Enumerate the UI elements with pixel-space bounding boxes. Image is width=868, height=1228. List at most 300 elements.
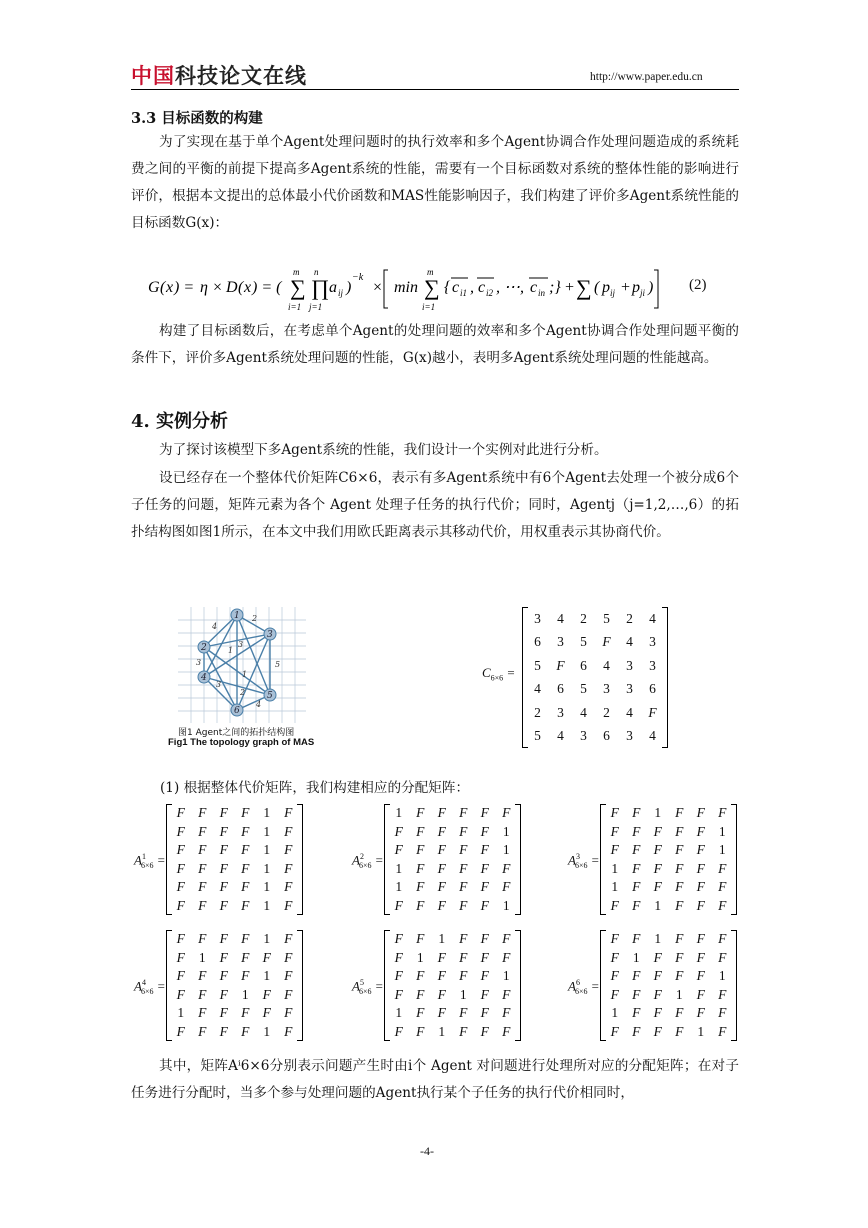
- matrix-cell: 3: [649, 634, 656, 650]
- matrix-cell: F: [437, 805, 446, 821]
- matrix-cell: 1: [632, 949, 640, 965]
- matrix-cell: 1: [416, 949, 424, 965]
- matrix-cell: F: [176, 823, 185, 839]
- matrix-cell: F: [219, 1005, 228, 1021]
- step-1-text: (1) 根据整体代价矩阵，我们构建相应的分配矩阵：: [160, 780, 470, 796]
- svg-text:m: m: [293, 268, 300, 277]
- matrix-cell: 2: [534, 704, 541, 720]
- svg-text:+: +: [620, 279, 631, 296]
- matrix-cell: F: [241, 897, 250, 913]
- matrix-cell: F: [648, 704, 657, 720]
- matrix-cell: 1: [177, 1005, 185, 1021]
- matrix-cell: F: [241, 823, 250, 839]
- matrix-left-bracket: [600, 804, 606, 915]
- matrix-cell: F: [675, 1005, 684, 1021]
- figure-topology-graph: [178, 607, 306, 723]
- matrix-cell: F: [198, 1005, 207, 1021]
- matrix-cell: F: [176, 1023, 185, 1039]
- svg-text:6: 6: [234, 706, 240, 716]
- matrix-cell: 3: [626, 657, 633, 673]
- matrix-cell: F: [416, 842, 425, 858]
- matrix-cell: F: [284, 860, 293, 876]
- matrix-cell: F: [459, 897, 468, 913]
- matrix-cell: 4: [649, 728, 656, 744]
- allocation-matrix-label: $A^1_{6\times 6}$ =: [134, 852, 166, 870]
- matrix-cell: F: [632, 860, 641, 876]
- matrix-cell: 4: [626, 704, 633, 720]
- svg-text:): ): [648, 279, 654, 296]
- matrix-cell: F: [416, 879, 425, 895]
- matrix-cell: F: [653, 823, 662, 839]
- paragraph-example-intro: 为了探讨该模型下多Agent系统的性能，我们设计一个实例对此进行分析。: [159, 442, 608, 458]
- matrix-cell: F: [459, 823, 468, 839]
- matrix-cell: F: [394, 968, 403, 984]
- matrix-cell: F: [198, 986, 207, 1002]
- matrix-cell: F: [480, 805, 489, 821]
- matrix-right-bracket: [731, 930, 737, 1041]
- matrix-cell: F: [696, 1005, 705, 1021]
- svg-text:a: a: [329, 279, 337, 296]
- matrix-cell: F: [675, 860, 684, 876]
- matrix-cell: F: [394, 823, 403, 839]
- matrix-cell: 6: [649, 681, 656, 697]
- svg-text:n: n: [314, 268, 319, 277]
- matrix-cell: F: [459, 931, 468, 947]
- matrix-cell: F: [176, 897, 185, 913]
- matrix-cell: 1: [502, 842, 510, 858]
- matrix-cell: 3: [557, 634, 564, 650]
- matrix-cell: F: [176, 931, 185, 947]
- matrix-cell: 2: [580, 610, 587, 626]
- paragraph-objective-summary: 构建了目标函数后，在考虑单个Agent的处理问题的效率和多个Agent协调合作处理问题平衡的条件下，评价多Agent系统处理问题的性能，G(x)越小，表明多Agent系统处理问题的性能越高。: [131, 323, 739, 366]
- matrix-cell: F: [416, 968, 425, 984]
- matrix-cell: F: [459, 842, 468, 858]
- svg-text:−k: −k: [352, 272, 364, 283]
- matrix-cell: F: [459, 879, 468, 895]
- matrix-cell: F: [198, 968, 207, 984]
- journal-logo: 中国科技论文在线: [131, 64, 307, 88]
- matrix-cell: F: [198, 805, 207, 821]
- matrix-cell: F: [198, 897, 207, 913]
- matrix-left-bracket: [384, 930, 390, 1041]
- matrix-cell: F: [284, 1005, 293, 1021]
- matrix-cell: F: [480, 1023, 489, 1039]
- matrix-cell: F: [416, 897, 425, 913]
- matrix-cell: F: [696, 949, 705, 965]
- svg-text:p: p: [602, 279, 610, 296]
- matrix-left-bracket: [166, 804, 172, 915]
- topology-graph-image: [178, 607, 306, 723]
- matrix-cell: F: [675, 842, 684, 858]
- matrix-cell: F: [437, 1005, 446, 1021]
- svg-text:i=1: i=1: [288, 302, 302, 312]
- matrix-cell: F: [502, 1005, 511, 1021]
- matrix-right-bracket: [297, 804, 303, 915]
- matrix-cell: 1: [611, 879, 619, 895]
- allocation-matrix-label: $A^2_{6\times 6}$ =: [352, 852, 384, 870]
- svg-text:G: G: [148, 279, 160, 296]
- matrix-cell: F: [416, 931, 425, 947]
- matrix-cell: F: [602, 634, 611, 650]
- svg-text:min: min: [394, 279, 418, 296]
- matrix-cell: F: [284, 968, 293, 984]
- svg-text:∏: ∏: [311, 275, 330, 300]
- matrix-cell: F: [632, 1023, 641, 1039]
- matrix-cell: 1: [395, 805, 403, 821]
- matrix-cell: F: [696, 931, 705, 947]
- matrix-cell: F: [176, 860, 185, 876]
- matrix-cell: 3: [626, 728, 633, 744]
- matrix-cell: F: [219, 805, 228, 821]
- matrix-cell: F: [632, 968, 641, 984]
- allocation-matrix-6: [604, 930, 733, 1041]
- matrix-cell: F: [219, 879, 228, 895]
- matrix-cell: 5: [534, 728, 541, 744]
- svg-text:(: (: [238, 279, 244, 296]
- matrix-cell: 1: [718, 823, 726, 839]
- matrix-cell: 4: [557, 728, 564, 744]
- matrix-left-bracket: [384, 804, 390, 915]
- matrix-cell: F: [241, 860, 250, 876]
- equation-2-graphic: [148, 268, 678, 314]
- matrix-cell: 5: [580, 634, 587, 650]
- svg-text:i1: i1: [460, 288, 468, 298]
- matrix-cell: 1: [263, 897, 271, 913]
- svg-text:1: 1: [242, 670, 248, 679]
- matrix-cell: 1: [438, 931, 446, 947]
- matrix-cell: 1: [438, 1023, 446, 1039]
- matrix-cell: F: [437, 823, 446, 839]
- matrix-cell: 3: [557, 704, 564, 720]
- allocation-matrix-3: [604, 804, 733, 915]
- matrix-cell: F: [176, 986, 185, 1002]
- matrix-cell: 2: [603, 704, 610, 720]
- svg-text:2: 2: [201, 643, 207, 653]
- matrix-cell: F: [610, 968, 619, 984]
- matrix-cell: F: [653, 1005, 662, 1021]
- matrix-cell: 1: [395, 879, 403, 895]
- matrix-cell: F: [718, 931, 727, 947]
- matrix-cell: F: [632, 1005, 641, 1021]
- matrix-cell: F: [394, 949, 403, 965]
- svg-text:1: 1: [234, 611, 240, 621]
- header-rule: [131, 89, 739, 90]
- paragraph-allocation-explanation: 其中，矩阵Aⁱ6×6分别表示问题产生时由i个 Agent 对问题进行处理所对应的分配矩阵；在对子任务进行分配时，当多个参与处理问题的Agent执行某个子任务的执行代价相同时，: [131, 1058, 739, 1101]
- matrix-cell: F: [284, 805, 293, 821]
- matrix-cell: F: [284, 897, 293, 913]
- section-heading-4: 4. 实例分析: [131, 411, 229, 432]
- svg-text:∑: ∑: [576, 275, 592, 300]
- matrix-cell: 1: [459, 986, 467, 1002]
- matrix-cell: F: [610, 1023, 619, 1039]
- allocation-matrix-label: $A^3_{6\times 6}$ =: [568, 852, 600, 870]
- matrix-cell: F: [480, 949, 489, 965]
- matrix-cell: F: [502, 1023, 511, 1039]
- matrix-cell: F: [394, 931, 403, 947]
- matrix-cell: F: [198, 879, 207, 895]
- svg-text:D: D: [226, 279, 238, 296]
- svg-text:4: 4: [201, 673, 207, 683]
- matrix-cell: F: [653, 986, 662, 1002]
- matrix-c-label: $C_{6\times 6}$ =: [482, 665, 516, 683]
- matrix-right-bracket: [297, 930, 303, 1041]
- svg-text:, ⋯,: , ⋯,: [496, 279, 524, 296]
- matrix-cell: F: [502, 879, 511, 895]
- svg-text:∑: ∑: [290, 275, 306, 300]
- svg-text:c: c: [530, 279, 538, 296]
- matrix-cell: 1: [675, 986, 683, 1002]
- matrix-cell: 2: [626, 610, 633, 626]
- matrix-cell: F: [219, 949, 228, 965]
- allocation-matrix-label: $A^6_{6\times 6}$ =: [568, 978, 600, 996]
- matrix-cell: 1: [263, 805, 271, 821]
- matrix-cell: F: [219, 897, 228, 913]
- svg-text:2: 2: [252, 614, 258, 623]
- section-heading-3-3: 3.3 目标函数的构建: [131, 110, 263, 127]
- matrix-left-bracket: [166, 930, 172, 1041]
- matrix-cell: 1: [263, 931, 271, 947]
- matrix-cell: F: [675, 949, 684, 965]
- matrix-cell: 1: [718, 842, 726, 858]
- paragraph-example-setup: 设已经存在一个整体代价矩阵C6×6，表示有多Agent系统中有6个Agent去处理一个被分成6个子任务的问题，矩阵元素为各个 Agent 处理子任务的执行代价；同时，Agentj（j=1,2,…,6）的拓扑结构图如图1所示，在本文中我们用欧氏距离表示其移动代价，用权重表示其协商代价。: [131, 470, 739, 540]
- matrix-cell: F: [437, 860, 446, 876]
- matrix-cell: 1: [395, 1005, 403, 1021]
- matrix-cell: F: [416, 986, 425, 1002]
- svg-text:): ): [346, 279, 352, 296]
- svg-text:2: 2: [240, 688, 246, 697]
- matrix-cell: F: [459, 860, 468, 876]
- svg-text:ij: ij: [338, 288, 344, 298]
- matrix-cell: F: [718, 860, 727, 876]
- svg-text:1: 1: [228, 646, 234, 655]
- svg-text:(: (: [160, 279, 166, 296]
- matrix-cell: F: [653, 949, 662, 965]
- matrix-right-bracket: [662, 607, 668, 748]
- matrix-cell: F: [718, 805, 727, 821]
- matrix-cell: 4: [603, 657, 610, 673]
- allocation-matrix-4: [170, 930, 299, 1041]
- matrix-cell: F: [675, 1023, 684, 1039]
- matrix-cell: F: [610, 897, 619, 913]
- matrix-cell: F: [176, 842, 185, 858]
- matrix-cell: 1: [654, 897, 662, 913]
- matrix-cell: F: [502, 931, 511, 947]
- svg-text:4: 4: [256, 700, 262, 709]
- svg-text:m: m: [427, 268, 434, 277]
- matrix-cell: F: [437, 986, 446, 1002]
- matrix-cell: F: [219, 823, 228, 839]
- matrix-cell: 3: [603, 681, 610, 697]
- matrix-cell: F: [480, 1005, 489, 1021]
- matrix-cell: F: [284, 931, 293, 947]
- matrix-cell: F: [675, 897, 684, 913]
- matrix-cell: F: [198, 842, 207, 858]
- matrix-cell: F: [198, 931, 207, 947]
- matrix-cell: 6: [557, 681, 564, 697]
- svg-text:,: ,: [470, 279, 474, 296]
- matrix-cell: 1: [241, 986, 249, 1002]
- svg-text:ij: ij: [610, 288, 616, 298]
- matrix-cell: F: [437, 949, 446, 965]
- matrix-cell: F: [176, 879, 185, 895]
- matrix-cell: F: [696, 823, 705, 839]
- svg-text:i2: i2: [486, 288, 494, 298]
- matrix-cell: F: [696, 879, 705, 895]
- matrix-cell: F: [653, 879, 662, 895]
- svg-text:5: 5: [267, 691, 273, 701]
- matrix-right-bracket: [731, 804, 737, 915]
- matrix-cell: F: [416, 860, 425, 876]
- equation-number: (2): [689, 277, 707, 293]
- matrix-cell: F: [416, 805, 425, 821]
- svg-text:c: c: [478, 279, 486, 296]
- matrix-cell: F: [502, 805, 511, 821]
- svg-text:3: 3: [238, 640, 244, 649]
- matrix-cell: F: [416, 1005, 425, 1021]
- matrix-cell: 1: [654, 805, 662, 821]
- svg-text:x: x: [166, 279, 174, 296]
- matrix-cell: 6: [603, 728, 610, 744]
- matrix-cell: F: [502, 860, 511, 876]
- svg-text:∑: ∑: [424, 275, 440, 300]
- matrix-cell: F: [610, 949, 619, 965]
- matrix-cell: F: [284, 1023, 293, 1039]
- matrix-cell: F: [394, 897, 403, 913]
- equation-2: [148, 268, 678, 312]
- matrix-cell: 5: [603, 610, 610, 626]
- matrix-cell: F: [437, 897, 446, 913]
- matrix-cell: F: [480, 897, 489, 913]
- matrix-cell: F: [653, 968, 662, 984]
- allocation-matrix-label: $A^5_{6\times 6}$ =: [352, 978, 384, 996]
- svg-text:3: 3: [196, 658, 202, 667]
- matrix-cell: 1: [697, 1023, 705, 1039]
- matrix-cell: F: [416, 1023, 425, 1039]
- matrix-cell: F: [198, 1023, 207, 1039]
- matrix-left-bracket: [522, 607, 528, 748]
- matrix-cell: F: [176, 949, 185, 965]
- matrix-cell: F: [718, 1005, 727, 1021]
- matrix-cell: F: [610, 823, 619, 839]
- matrix-cell: F: [176, 805, 185, 821]
- matrix-cell: F: [696, 805, 705, 821]
- matrix-cell: F: [219, 860, 228, 876]
- matrix-cell: 1: [263, 879, 271, 895]
- svg-text:) = (: ) = (: [252, 279, 282, 296]
- svg-text:3: 3: [267, 630, 273, 640]
- matrix-cell: F: [437, 879, 446, 895]
- matrix-cell: F: [480, 968, 489, 984]
- matrix-cell: F: [241, 1023, 250, 1039]
- matrix-cell: F: [632, 986, 641, 1002]
- svg-text:η: η: [200, 279, 208, 296]
- svg-text:x: x: [244, 279, 252, 296]
- matrix-cell: F: [610, 931, 619, 947]
- matrix-cell: F: [675, 805, 684, 821]
- svg-text:×: ×: [372, 279, 383, 296]
- matrix-cell: F: [632, 879, 641, 895]
- matrix-cell: 4: [557, 610, 564, 626]
- matrix-cell: 1: [502, 823, 510, 839]
- matrix-cell: F: [459, 1005, 468, 1021]
- matrix-cell: 1: [502, 897, 510, 913]
- matrix-cell: 1: [718, 968, 726, 984]
- matrix-cell: F: [653, 1023, 662, 1039]
- matrix-cell: F: [437, 968, 446, 984]
- matrix-cell: F: [262, 949, 271, 965]
- matrix-cell: F: [176, 968, 185, 984]
- svg-text:;}: ;}: [549, 279, 561, 296]
- svg-text:j=1: j=1: [309, 302, 323, 312]
- matrix-cell: F: [459, 968, 468, 984]
- svg-text:) =: ) =: [174, 279, 195, 296]
- matrix-cell: F: [696, 897, 705, 913]
- matrix-cell: F: [241, 968, 250, 984]
- matrix-cell: 3: [649, 657, 656, 673]
- matrix-cell: F: [502, 986, 511, 1002]
- matrix-cell: 1: [198, 949, 206, 965]
- matrix-cell: 3: [580, 728, 587, 744]
- matrix-cell: 4: [534, 681, 541, 697]
- paragraph-objective-intro: 为了实现在基于单个Agent处理问题时的执行效率和多个Agent协调合作处理问题造成的系统耗费之间的平衡的前提下提高多Agent系统的性能，需要有一个目标函数对系统的整体性能的影响进行评价，根据本文提出的总体最小代价函数和MAS性能影响因子，我们构建了评价多Agent系统性能的目标函数G(x)：: [131, 134, 739, 231]
- matrix-cell: F: [437, 842, 446, 858]
- matrix-cell: F: [394, 986, 403, 1002]
- matrix-cell: F: [480, 842, 489, 858]
- matrix-cell: F: [480, 860, 489, 876]
- matrix-cell: F: [632, 842, 641, 858]
- matrix-cell: F: [653, 842, 662, 858]
- matrix-cell: F: [696, 968, 705, 984]
- matrix-cell: 1: [611, 1005, 619, 1021]
- header-url[interactable]: http://www.paper.edu.cn: [590, 71, 703, 83]
- matrix-right-bracket: [515, 930, 521, 1041]
- matrix-cell: 4: [649, 610, 656, 626]
- matrix-cell: 1: [263, 823, 271, 839]
- matrix-cell: 1: [263, 842, 271, 858]
- svg-text:ji: ji: [640, 288, 646, 298]
- figure-caption-cn: 图1 Agent之间的拓扑结构图: [178, 728, 295, 738]
- svg-text:+: +: [564, 279, 575, 296]
- matrix-cell: F: [219, 842, 228, 858]
- matrix-cell: F: [241, 1005, 250, 1021]
- allocation-matrix-1: [170, 804, 299, 915]
- matrix-cell: 1: [263, 968, 271, 984]
- matrix-cell: F: [610, 986, 619, 1002]
- figure-caption-en: Fig1 The topology graph of MAS: [168, 737, 315, 748]
- matrix-right-bracket: [515, 804, 521, 915]
- matrix-cell: F: [459, 1023, 468, 1039]
- matrix-cell: 1: [263, 1023, 271, 1039]
- matrix-cell: F: [284, 823, 293, 839]
- matrix-cell: F: [556, 657, 565, 673]
- matrix-cell: F: [262, 1005, 271, 1021]
- matrix-cell: F: [219, 986, 228, 1002]
- matrix-cell: F: [632, 897, 641, 913]
- svg-text:in: in: [538, 288, 546, 298]
- matrix-cell: F: [241, 879, 250, 895]
- matrix-cell: F: [198, 823, 207, 839]
- matrix-cell: F: [241, 842, 250, 858]
- matrix-cell: 3: [626, 681, 633, 697]
- matrix-cell: 6: [580, 657, 587, 673]
- matrix-cell: F: [675, 968, 684, 984]
- matrix-cell: 1: [263, 860, 271, 876]
- page-number: -4-: [420, 1144, 434, 1158]
- matrix-cell: 4: [580, 704, 587, 720]
- matrix-cell: F: [219, 1023, 228, 1039]
- matrix-cell: F: [718, 986, 727, 1002]
- matrix-cell: F: [394, 1023, 403, 1039]
